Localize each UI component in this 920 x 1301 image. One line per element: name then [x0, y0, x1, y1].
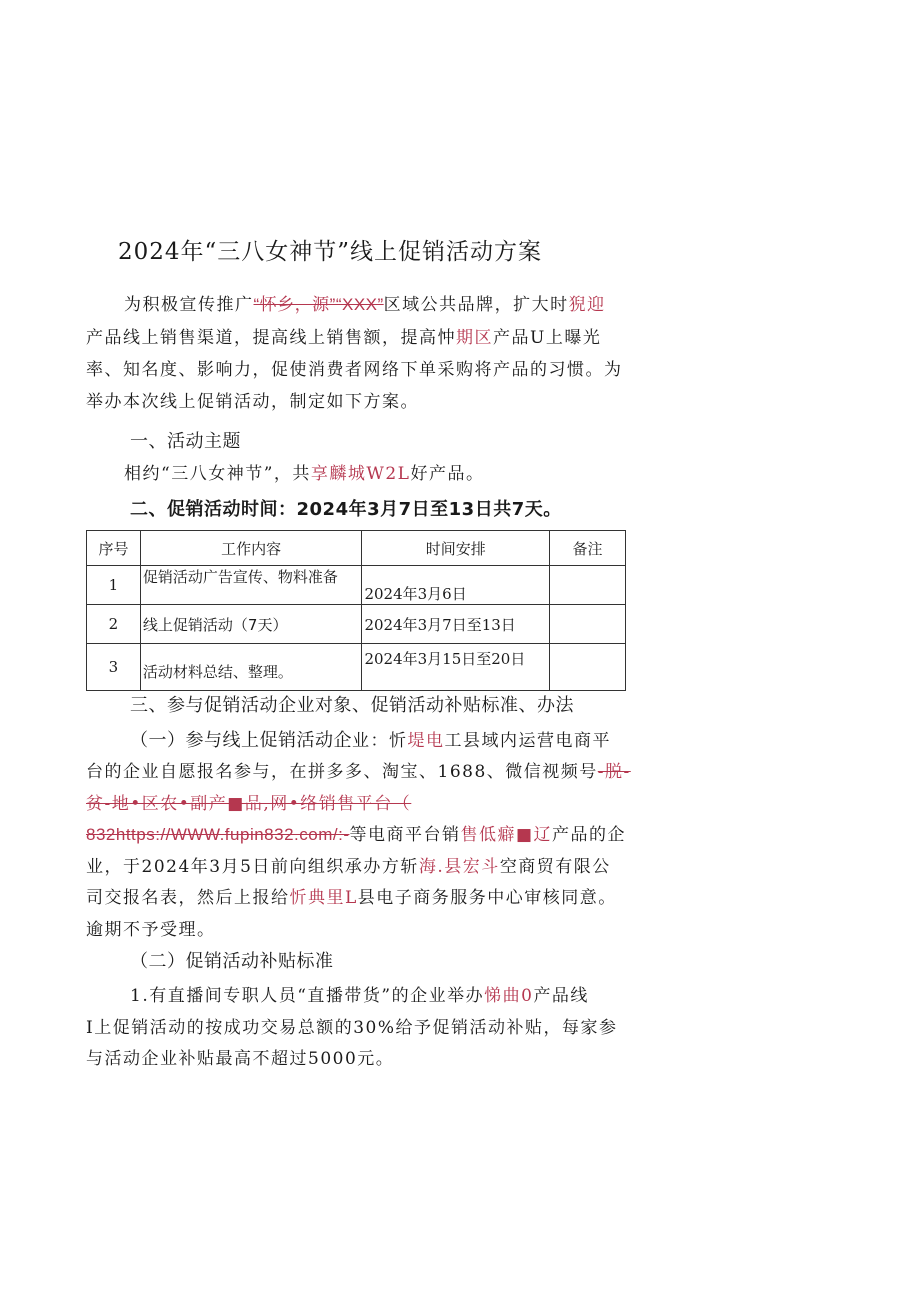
row-content: 线上促销活动（7天）	[140, 605, 362, 644]
row-number: 3	[87, 644, 141, 691]
sub-1-line-5	[86, 855, 611, 879]
garbled-text: 期区	[456, 328, 493, 348]
sub-1-line-4	[86, 823, 626, 847]
theme-text: 相约“三八女神节”，共	[124, 464, 311, 484]
section-1-body	[124, 462, 484, 486]
sub-1-line-1	[130, 729, 611, 753]
body-text: 台的企业自愿报名参与，在拼多多、淘宝、1688、微信视频号	[86, 762, 598, 782]
row-number: 1	[87, 566, 141, 605]
page-title: 2024年“三八女神节”线上促销活动方案	[118, 239, 543, 265]
row-note	[550, 605, 626, 644]
row-content: 促销活动广告宣传、物料准备	[140, 566, 362, 605]
header-cell: 工作内容	[140, 531, 362, 566]
body-text: 工县域内运营电商平	[444, 731, 611, 751]
intro-text: 区域公共品牌，扩大时	[383, 295, 569, 315]
body-text: 空商贸有限公	[499, 857, 611, 877]
garbled-text: 堤电	[407, 731, 445, 751]
body-text: 县电子商务服务中心审核同意。	[357, 888, 617, 908]
section-2-heading: 二、促销活动时间：2024年3月7日至13日共7天。	[130, 499, 562, 520]
body-text: 产品线	[533, 986, 589, 1006]
garbled-text: 海.县宏斗	[418, 857, 500, 877]
paragraph-1-line-2: I上促销活动的按成功交易总额的30%给予促销活动补贴，每家参	[86, 1018, 618, 1038]
body-text: 产品的企	[552, 825, 627, 845]
row-time: 2024年3月15日至20日	[362, 644, 550, 691]
schedule-table	[86, 530, 626, 691]
garbled-text: 享麟城W2L	[310, 464, 411, 484]
sub-2-heading: （二）促销活动补贴标准	[130, 951, 334, 972]
sub-1-line-7: 逾期不予受理。	[86, 920, 216, 940]
body-text: 等电商平台销	[349, 825, 461, 845]
row-time: 2024年3月6日	[362, 566, 550, 605]
garbled-text: 忻典里L	[289, 888, 358, 908]
intro-line-3: 率、知名度、影响力，促使消费者网络下单采购将产品的习惯。为	[86, 360, 623, 380]
sub-1-line-6	[86, 886, 617, 910]
sub-1-line-2	[86, 760, 631, 784]
table-row	[87, 566, 626, 605]
brand-name-struck: “怀乡，源”“XXX”	[253, 295, 384, 314]
paragraph-1-line-3: 与活动企业补贴最高不超过5000元。	[86, 1049, 395, 1069]
intro-line-1	[124, 293, 606, 317]
row-number: 2	[87, 605, 141, 644]
row-note	[550, 644, 626, 691]
row-note	[550, 566, 626, 605]
header-cell: 时间安排	[362, 531, 550, 566]
garbled-text: 猊迎	[568, 295, 606, 315]
row-content: 活动材料总结、整理。	[140, 644, 362, 691]
intro-text: 产品线上销售渠道，提高线上销售额，提高忡	[86, 328, 456, 348]
sub-1-heading: （一）参与线上促销活动企	[130, 730, 352, 751]
garbled-text: 悌曲0	[484, 986, 534, 1006]
header-cell: 备注	[550, 531, 626, 566]
section-1-heading: 一、活动主题	[130, 431, 241, 452]
theme-text: 好产品。	[410, 464, 485, 484]
intro-text: 为积极宣传推广	[124, 295, 254, 315]
section-3-heading: 三、参与促销活动企业对象、促销活动补贴标准、办法	[130, 695, 574, 716]
table-row	[87, 605, 626, 644]
platform-url-struck: 832https://WWW.fupin832.com/:-	[86, 825, 350, 844]
body-text: 司交报名表，然后上报给	[86, 888, 290, 908]
paragraph-1-line-1	[130, 984, 589, 1008]
intro-line-4: 举办本次线上促销活动，制定如下方案。	[86, 392, 419, 412]
sub-1-line-3-struck: 贫-地•区农•副产■品,网•络销售平台（	[86, 794, 412, 814]
intro-text: 产品U上曝光	[493, 328, 602, 348]
header-cell: 序号	[87, 531, 141, 566]
table-row	[87, 644, 626, 691]
body-text: 业：忻	[352, 731, 408, 751]
table-header-row	[87, 531, 626, 566]
body-text: 1.有直播间专职人员“直播带货”的企业举办	[130, 986, 485, 1006]
row-time: 2024年3月7日至13日	[362, 605, 550, 644]
body-text: 业，于2024年3月5日前向组织承办方斩	[86, 857, 419, 877]
struck-text: -脱-	[597, 762, 631, 782]
intro-line-2	[86, 326, 601, 350]
garbled-text: 售低癖■辽	[460, 825, 553, 845]
